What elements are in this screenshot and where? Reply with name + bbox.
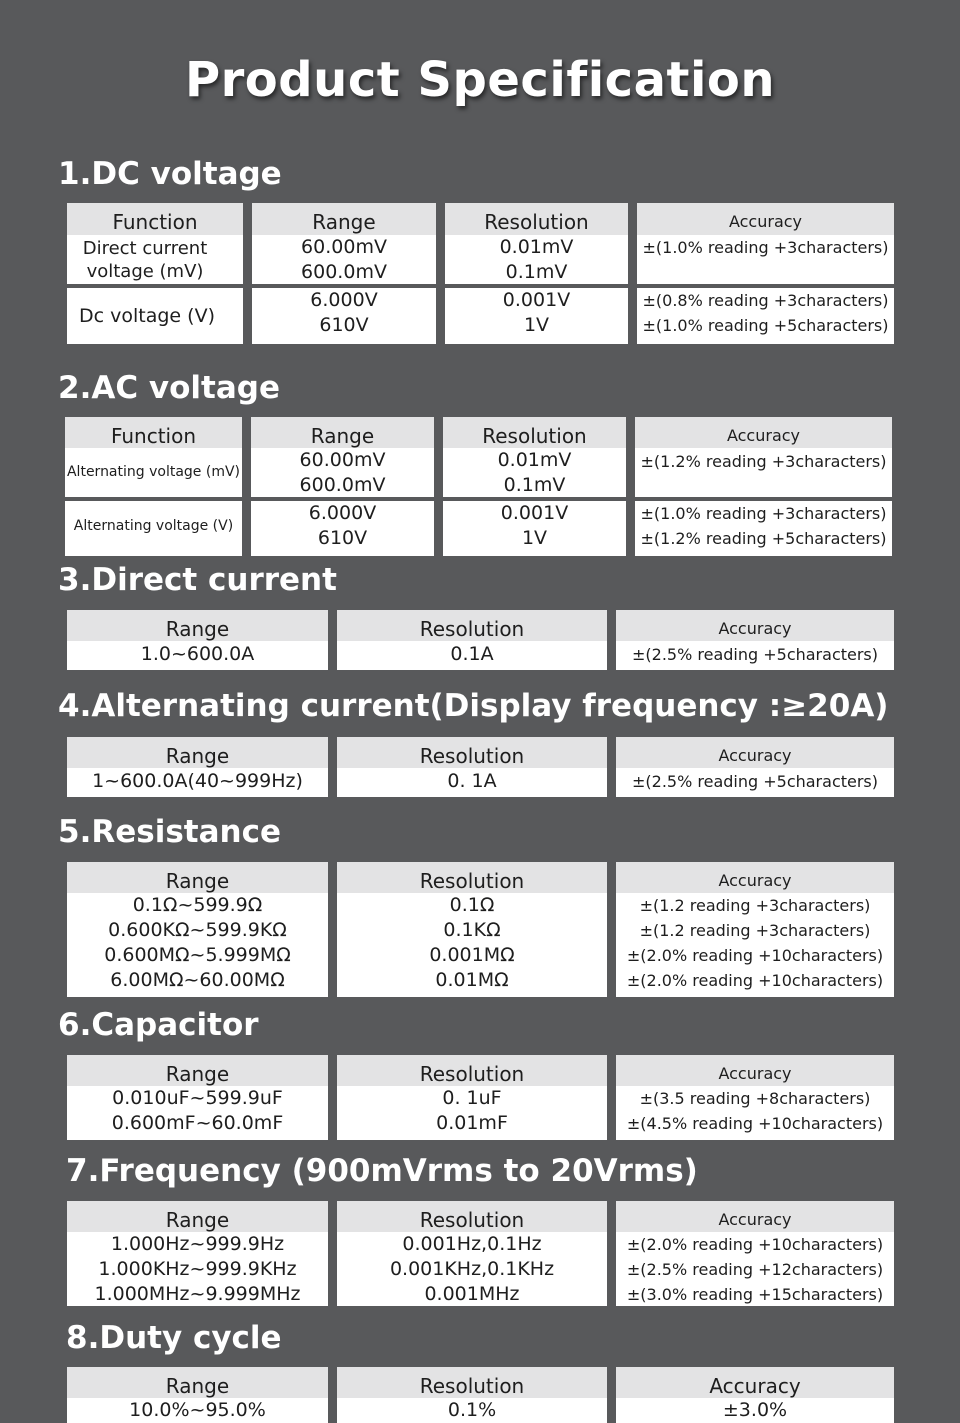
resolution-cell (337, 1232, 607, 1306)
section-title-alternating-current: 4.Alternating current(Display frequency :≥20A) (58, 688, 889, 724)
range-value: 0.600MΩ~5.999MΩ (104, 944, 291, 966)
function-line: Direct current (82, 237, 208, 259)
resolution-value: 0. 1uF (442, 1087, 502, 1109)
header-resolution: Resolution (419, 744, 525, 768)
header-accuracy: Accuracy (728, 212, 803, 231)
resolution-value: 0.01mF (436, 1112, 508, 1134)
header-range: Range (165, 869, 230, 893)
header-range: Range (310, 424, 375, 448)
accuracy-value: ±(2.0% reading +10characters) (626, 971, 884, 990)
accuracy-value: ±3.0% (722, 1399, 788, 1421)
dc-voltage-table (67, 203, 894, 344)
header-range: Range (165, 1062, 230, 1086)
function-cell (67, 288, 227, 344)
header-accuracy: Accuracy (718, 746, 792, 765)
accuracy-value: ±(1.0% reading +3characters) (642, 238, 889, 257)
resolution-value: 1V (523, 314, 550, 336)
section-title-dc-voltage: 1.DC voltage (58, 156, 282, 192)
header-range: Range (312, 210, 376, 234)
range-value: 6.000V (308, 502, 377, 524)
accuracy-value: ±(1.2 reading +3characters) (639, 921, 871, 940)
range-cell (67, 768, 328, 794)
range-value: 610V (317, 527, 368, 549)
function-cell (65, 448, 242, 497)
function-line: Dc voltage (V) (79, 304, 215, 327)
range-value: 0.1Ω~599.9Ω (132, 894, 263, 916)
section-title-resistance: 5.Resistance (58, 814, 281, 850)
range-value: 600.0mV (299, 473, 386, 496)
accuracy-cell (616, 768, 894, 794)
function-line: voltage (mV) (86, 260, 204, 282)
header-resolution: Resolution (419, 1374, 525, 1398)
capacitor-table (67, 1055, 894, 1140)
accuracy-value: ±(2.0% reading +10characters) (626, 946, 884, 965)
range-value: 1~600.0A(40~999Hz) (92, 769, 303, 792)
range-cell (251, 501, 434, 551)
range-cell (252, 288, 436, 338)
resolution-value: 0. 1A (447, 769, 497, 792)
range-value: 1.000Hz~999.9Hz (110, 1233, 285, 1255)
range-value: 0.010uF~599.9uF (112, 1087, 283, 1109)
accuracy-value: ±(3.5 reading +8characters) (639, 1089, 871, 1108)
function-cell (67, 235, 223, 284)
accuracy-cell (637, 235, 894, 260)
accuracy-value: ±(2.0% reading +10characters) (626, 1235, 884, 1254)
direct-current-table (67, 610, 894, 670)
resolution-value: 0.1Ω (449, 894, 495, 916)
resolution-value: 1V (521, 527, 548, 549)
range-cell (67, 1398, 328, 1423)
resolution-value: 0.1% (447, 1399, 497, 1421)
range-value: 1.000KHz~999.9KHz (98, 1258, 297, 1280)
duty-cycle-table (67, 1367, 894, 1423)
page-title: Product Specification (184, 52, 776, 108)
resolution-cell (443, 448, 626, 497)
header-resolution: Resolution (482, 424, 587, 448)
range-value: 6.000V (310, 289, 378, 311)
resolution-value: 0.1mV (503, 473, 566, 496)
range-cell (67, 1232, 328, 1306)
resolution-value: 0.01MΩ (435, 969, 509, 991)
range-value: 600.0mV (301, 260, 387, 283)
accuracy-cell (616, 893, 894, 993)
function-line: Alternating voltage (mV) (66, 464, 241, 480)
ac-voltage-table (65, 417, 892, 556)
resolution-value: 0.001MHz (424, 1283, 520, 1305)
resolution-cell (337, 641, 607, 667)
accuracy-value: ±(1.2% reading +5characters) (640, 529, 887, 548)
resolution-cell (337, 1398, 607, 1423)
accuracy-value: ±(1.2 reading +3characters) (639, 896, 871, 915)
accuracy-value: ±(1.0% reading +5characters) (642, 316, 889, 335)
accuracy-cell (635, 448, 892, 474)
resolution-value: 0.1KΩ (443, 919, 501, 941)
accuracy-cell (635, 501, 892, 551)
header-accuracy: Accuracy (709, 1374, 801, 1398)
resolution-value: 0.001V (500, 502, 569, 524)
resolution-cell (337, 893, 607, 993)
header-range: Range (165, 1208, 230, 1232)
resolution-cell (445, 288, 628, 338)
range-cell (67, 641, 328, 667)
header-accuracy: Accuracy (718, 871, 792, 890)
frequency-table (67, 1201, 894, 1306)
range-value: 1.0~600.0A (140, 642, 255, 665)
header-function: Function (112, 210, 198, 234)
section-title-frequency: 7.Frequency (900mVrms to 20Vrms) (66, 1153, 698, 1189)
range-value: 610V (319, 314, 369, 336)
resolution-value: 0.1A (450, 642, 494, 665)
section-title-direct-current: 3.Direct current (58, 562, 337, 598)
header-resolution: Resolution (484, 210, 589, 234)
range-value: 0.600KΩ~599.9KΩ (108, 919, 287, 941)
header-range: Range (165, 1374, 230, 1398)
range-cell (67, 893, 328, 993)
header-accuracy: Accuracy (726, 426, 801, 445)
range-value: 6.00MΩ~60.00MΩ (110, 969, 285, 991)
resolution-value: 0.001MΩ (429, 944, 515, 966)
accuracy-cell (616, 1086, 894, 1136)
resolution-cell (445, 235, 628, 284)
accuracy-cell (637, 288, 894, 338)
header-function: Function (110, 424, 197, 448)
range-value: 60.00mV (299, 448, 386, 471)
resolution-cell (337, 768, 607, 794)
range-cell (252, 235, 436, 284)
range-value: 60.00mV (301, 235, 387, 258)
resolution-value: 0.001V (502, 289, 571, 311)
accuracy-cell (616, 641, 894, 667)
header-range: Range (165, 744, 230, 768)
function-cell (65, 501, 242, 552)
header-range: Range (165, 617, 230, 641)
section-title-duty-cycle: 8.Duty cycle (66, 1320, 282, 1356)
resolution-cell (443, 501, 626, 551)
resolution-cell (337, 1086, 607, 1136)
resolution-value: 0.001KHz,0.1KHz (389, 1258, 555, 1280)
range-cell (251, 448, 434, 497)
header-accuracy: Accuracy (718, 619, 792, 638)
range-value: 10.0%~95.0% (129, 1399, 266, 1421)
accuracy-cell (616, 1232, 894, 1306)
header-resolution: Resolution (419, 1208, 525, 1232)
header-resolution: Resolution (419, 869, 525, 893)
accuracy-value: ±(2.5% reading +5characters) (631, 771, 879, 791)
accuracy-value: ±(2.5% reading +5characters) (631, 644, 879, 664)
alternating-current-table (67, 737, 894, 797)
accuracy-value: ±(1.0% reading +3characters) (640, 504, 887, 523)
resolution-value: 0.1mV (505, 260, 568, 283)
range-cell (67, 1086, 328, 1136)
range-value: 0.600mF~60.0mF (111, 1112, 284, 1134)
header-accuracy: Accuracy (718, 1064, 792, 1083)
accuracy-cell (616, 1398, 894, 1423)
accuracy-value: ±(1.2% reading +3characters) (640, 451, 887, 471)
accuracy-value: ±(0.8% reading +3characters) (642, 291, 889, 310)
header-accuracy: Accuracy (718, 1210, 792, 1229)
accuracy-value: ±(3.0% reading +15characters) (626, 1285, 884, 1304)
function-line: Alternating voltage (V) (73, 518, 234, 534)
section-title-capacitor: 6.Capacitor (58, 1007, 259, 1043)
header-resolution: Resolution (419, 1062, 525, 1086)
resolution-value: 0.001Hz,0.1Hz (402, 1233, 542, 1255)
resolution-value: 0.01mV (499, 235, 574, 258)
accuracy-value: ±(2.5% reading +12characters) (626, 1260, 884, 1279)
resistance-table (67, 862, 894, 997)
range-value: 1.000MHz~9.999MHz (94, 1283, 301, 1305)
header-resolution: Resolution (419, 617, 525, 641)
resolution-value: 0.01mV (497, 448, 572, 471)
section-title-ac-voltage: 2.AC voltage (58, 370, 280, 406)
accuracy-value: ±(4.5% reading +10characters) (626, 1114, 884, 1133)
